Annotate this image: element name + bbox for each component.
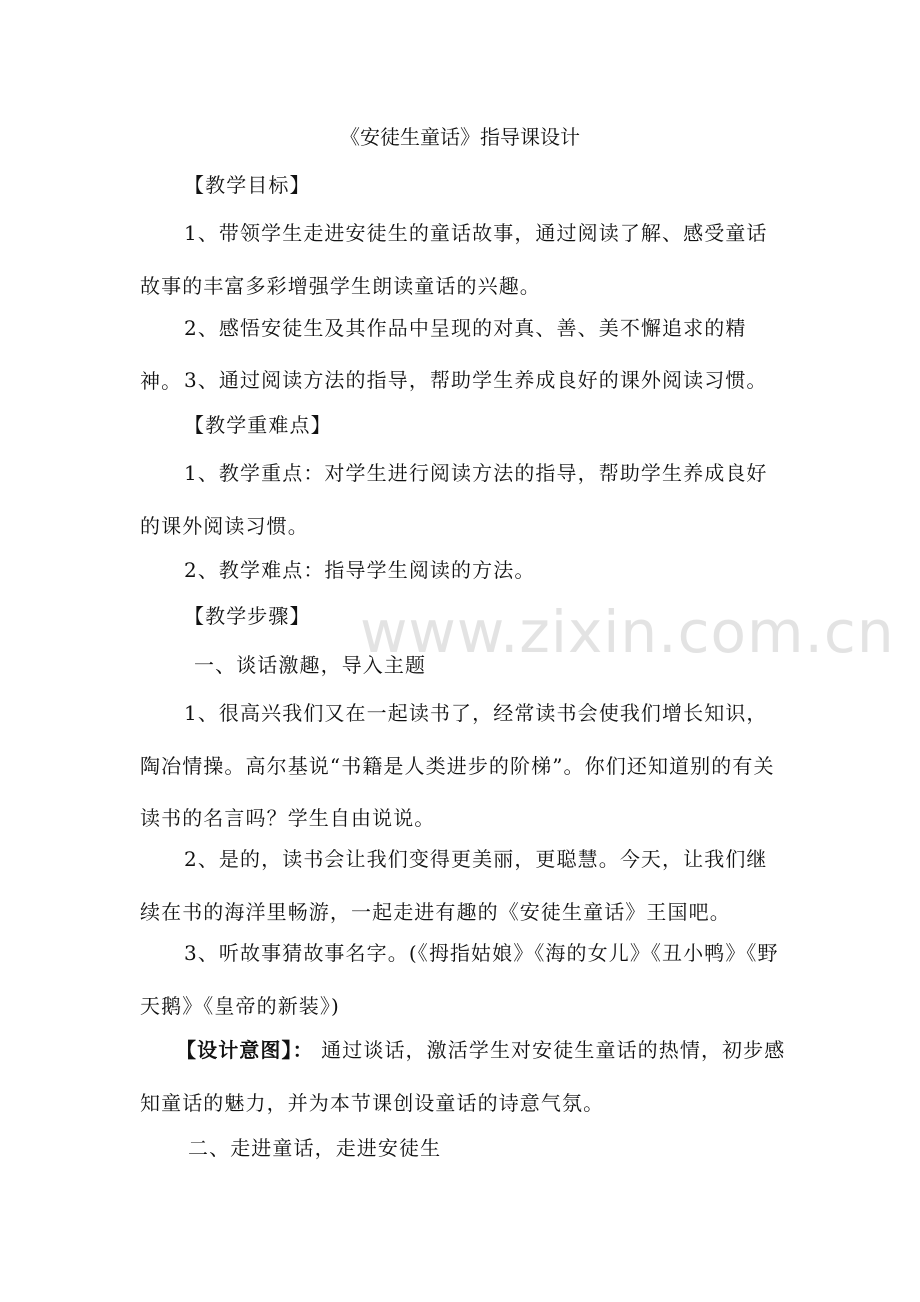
key-point-item-1: 1、教学重点：对学生进行阅读方法的指导，帮助学生养成良好的课外阅读习惯。 (140, 461, 768, 538)
step-one-item-2: 2、是的，读书会让我们变得更美丽，更聪慧。今天，让我们继续在书的海洋里畅游，一起走进有趣的《安徒生童话》王国吧。 (140, 847, 768, 924)
step-two-heading: 二、走进童话，走进安徒生 (188, 1136, 442, 1160)
watermark-text: www.zixin.com.cn (360, 598, 895, 666)
design-intent-text: 通过谈话，激活学生对安徒生童话的热情，初步感知童话的魅力，并为本节课创设童话的诗意气氛。 (140, 1038, 786, 1115)
design-intent-label: 【设计意图】： (176, 1038, 314, 1062)
design-intent-paragraph (140, 1024, 788, 1129)
document-title: 《安徒生童话》指导课设计 (340, 125, 580, 149)
objective-item-2: 2、感悟安徒生及其作品中呈现的对真、善、美不懈追求的精神。 (140, 316, 747, 393)
objective-item-3: 3、通过阅读方法的指导，帮助学生养成良好的课外阅读习惯。 (184, 368, 768, 392)
key-point-item-2: 2、教学难点：指导学生阅读的方法。 (184, 558, 536, 582)
step-one-item-1: 1、很高兴我们又在一起读书了，经常读书会使我们增长知识，陶冶情操。高尔基说“书籍是人类进步的阶梯”。你们还知道别的有关读书的名言吗？学生自由说说。 (140, 701, 775, 830)
key-points-heading: 【教学重难点】 (184, 413, 332, 437)
step-one-item-3: 3、听故事猜故事名字。(《拇指姑娘》《海的女儿》《丑小鸭》《野天鹅》《皇帝的新装》) (140, 941, 779, 1018)
step-one-heading: 一、谈话激趣，导入主题 (194, 653, 427, 677)
objectives-heading: 【教学目标】 (184, 173, 311, 197)
objective-item-1: 1、带领学生走进安徒生的童话故事，通过阅读了解、感受童话故事的丰富多彩增强学生朗读童话的兴趣。 (140, 221, 768, 298)
steps-heading: 【教学步骤】 (184, 604, 311, 628)
